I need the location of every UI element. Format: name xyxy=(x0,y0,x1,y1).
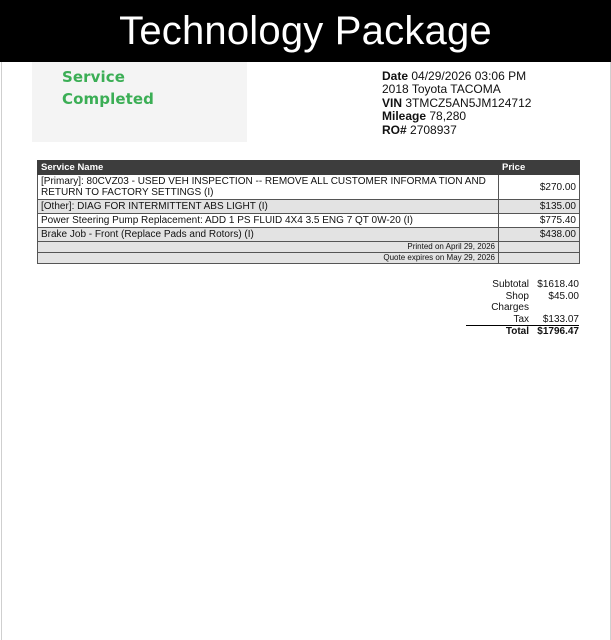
vehicle-info xyxy=(382,70,604,137)
vin-value: 3TMCZ5AN5JM124712 xyxy=(405,95,532,110)
mileage-row xyxy=(382,110,604,123)
tax-label: Tax xyxy=(513,313,529,325)
subtotal-row xyxy=(466,279,579,291)
banner-title: Technology Package xyxy=(0,0,611,62)
service-name-header: Service Name xyxy=(38,161,499,175)
ro-label: RO# xyxy=(382,122,407,137)
date-row xyxy=(382,70,604,83)
date-label: Date xyxy=(382,69,409,83)
ro-row xyxy=(382,124,604,137)
table-row xyxy=(38,200,580,214)
date-value: 04/29/2026 03:06 PM xyxy=(411,69,527,83)
service-price: $438.00 xyxy=(499,228,580,242)
table-header xyxy=(38,161,580,175)
subtotal-value: $1618.40 xyxy=(537,279,579,290)
vehicle-row: 2018 Toyota TACOMA xyxy=(382,82,501,97)
mileage-value: 78,280 xyxy=(429,109,467,124)
service-name: [Other]: DIAG FOR INTERMITTENT ABS LIGHT (I) xyxy=(38,200,499,214)
ro-value: 2708937 xyxy=(410,122,457,137)
total-value: $1796.47 xyxy=(537,326,579,337)
total-row xyxy=(466,325,579,338)
expires-price-cell xyxy=(499,253,580,264)
mileage-label: Mileage xyxy=(382,109,427,124)
shop-charges-value: $45.00 xyxy=(548,290,579,302)
service-price: $270.00 xyxy=(499,175,580,200)
shop-charges-row xyxy=(466,291,579,314)
stamp-line-1: Service xyxy=(62,68,126,86)
table-row xyxy=(38,228,580,242)
services-table xyxy=(37,160,580,264)
table-row xyxy=(38,214,580,228)
service-name: [Primary]: 80CVZ03 - USED VEH INSPECTION -- REMOVE ALL CUSTOMER INFORMA TION AND RETURN TO FACTORY SETTINGS (I) xyxy=(38,175,499,200)
tax-value: $133.07 xyxy=(542,313,579,325)
service-name: Brake Job - Front (Replace Pads and Rotors) (I) xyxy=(38,228,499,242)
price-header: Price xyxy=(499,161,580,175)
service-price: $135.00 xyxy=(499,200,580,214)
printed-price-cell xyxy=(499,242,580,253)
quote-expiry: Quote expires on May 29, 2026 xyxy=(38,253,499,264)
tax-row xyxy=(466,314,579,326)
vin-row xyxy=(382,97,604,110)
total-label: Total xyxy=(505,326,529,337)
quote-document xyxy=(1,62,611,640)
table-row xyxy=(38,175,580,200)
subtotal-label: Subtotal xyxy=(492,279,529,290)
stamp-line-2: Completed xyxy=(62,90,154,108)
service-completed-stamp xyxy=(32,62,247,142)
printed-row xyxy=(38,242,580,253)
expires-row xyxy=(38,253,580,264)
service-price: $775.40 xyxy=(499,214,580,228)
totals-block xyxy=(466,279,579,338)
service-name: Power Steering Pump Replacement: ADD 1 PS FLUID 4X4 3.5 ENG 7 QT 0W-20 (I) xyxy=(38,214,499,228)
vin-label: VIN xyxy=(382,95,403,110)
printed-date: Printed on April 29, 2026 xyxy=(38,242,499,253)
shop-charges-label: Shop Charges xyxy=(491,290,529,313)
